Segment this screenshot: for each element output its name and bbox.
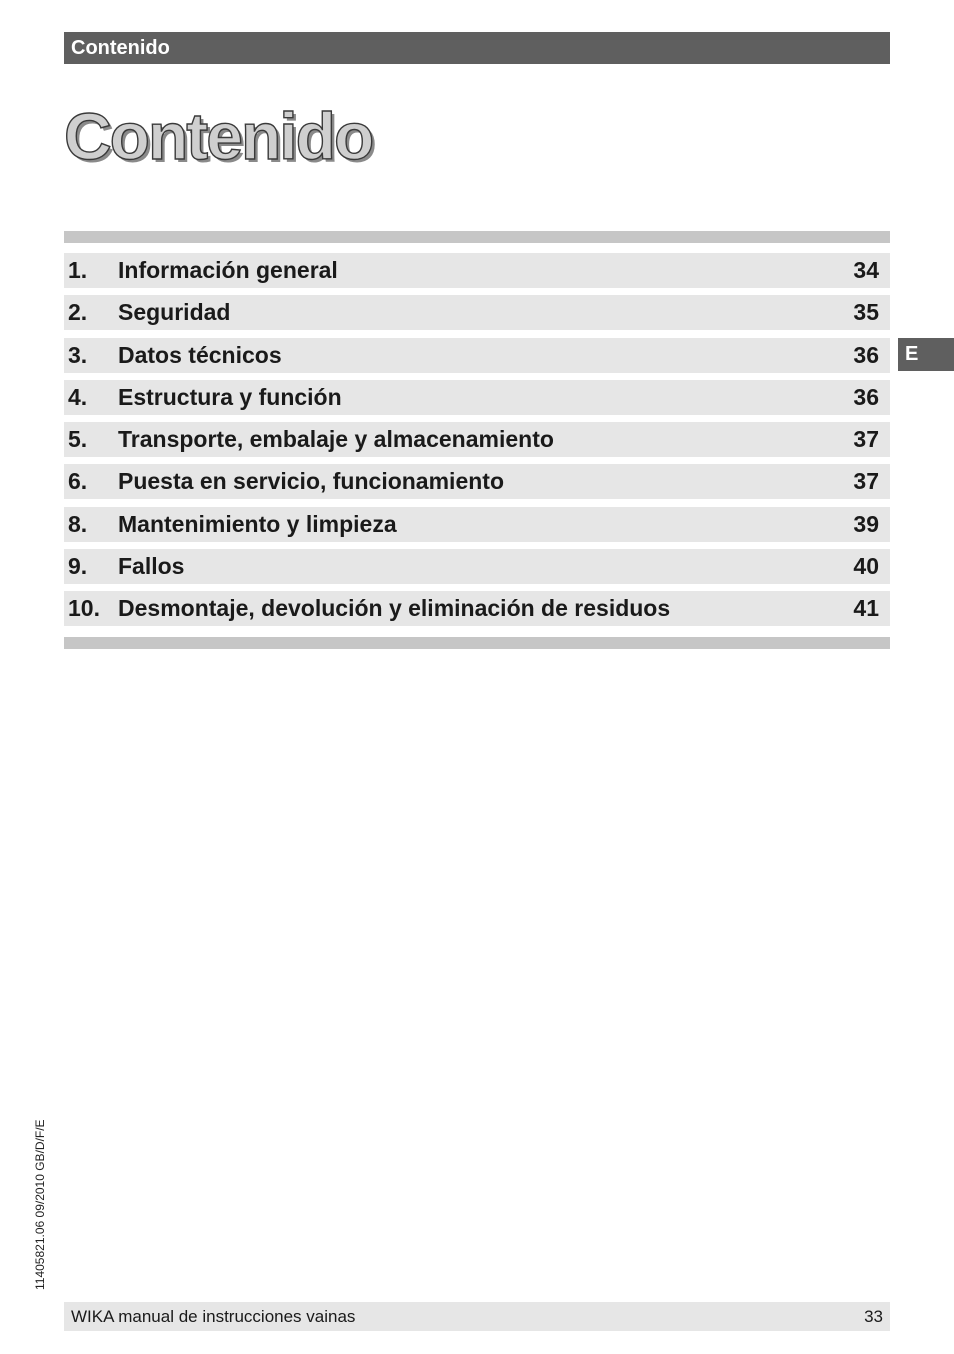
section-header-bar [64,32,890,64]
toc-entry[interactable] [64,549,890,584]
toc-entry-number: 1. [68,257,88,283]
toc-entry-page: 36 [853,383,879,410]
page-footer [64,1302,890,1331]
toc-entry[interactable] [64,295,890,330]
toc-entry-title: Fallos [118,553,185,580]
table-of-contents [64,253,890,634]
toc-entry[interactable] [64,422,890,457]
toc-entry[interactable] [64,464,890,499]
page-title: Contenido [64,99,373,173]
toc-entry-page: 35 [853,299,879,326]
toc-entry-number: 2. [68,299,88,326]
toc-entry-page: 41 [853,595,879,622]
footer-page-number: 33 [864,1307,883,1326]
toc-entry-page: 37 [853,468,879,495]
toc-entry[interactable] [64,253,890,288]
section-header-label: Contenido [71,37,170,59]
toc-entry[interactable] [64,591,890,626]
toc-entry-page: 39 [853,510,879,537]
toc-entry-number: 4. [68,383,88,410]
toc-entry-page: 34 [853,257,879,283]
toc-entry-page: 37 [853,426,879,453]
toc-entry-title: Transporte, embalaje y almacenamiento [118,426,554,453]
toc-entry-page: 36 [853,341,879,368]
language-tab-label: E [905,343,919,365]
toc-entry-page: 40 [853,553,879,580]
toc-entry-number: 3. [68,341,88,368]
toc-entry-title: Estructura y función [118,383,342,410]
toc-entry-title: Seguridad [118,299,231,326]
toc-entry-number: 9. [68,553,88,580]
toc-entry-title: Información general [118,257,338,283]
toc-top-divider [64,231,890,243]
toc-bottom-divider [64,637,890,649]
toc-entry-number: 8. [68,510,88,537]
toc-entry-title: Mantenimiento y limpieza [118,510,397,537]
toc-entry-title: Desmontaje, devolución y eliminación de residuos [118,595,671,622]
language-tab [898,338,954,371]
toc-entry[interactable] [64,338,890,373]
toc-entry[interactable] [64,380,890,415]
toc-entry-number: 6. [68,468,88,495]
toc-entry-title: Puesta en servicio, funcionamiento [118,468,504,495]
toc-entry-number: 5. [68,426,88,453]
document-code: 11405821.06 09/2010 GB/D/F/E [33,1119,47,1290]
footer-title: WIKA manual de instrucciones vainas [71,1307,356,1326]
toc-entry-number: 10. [68,595,100,622]
toc-entry-title: Datos técnicos [118,341,282,368]
toc-entry[interactable] [64,507,890,542]
